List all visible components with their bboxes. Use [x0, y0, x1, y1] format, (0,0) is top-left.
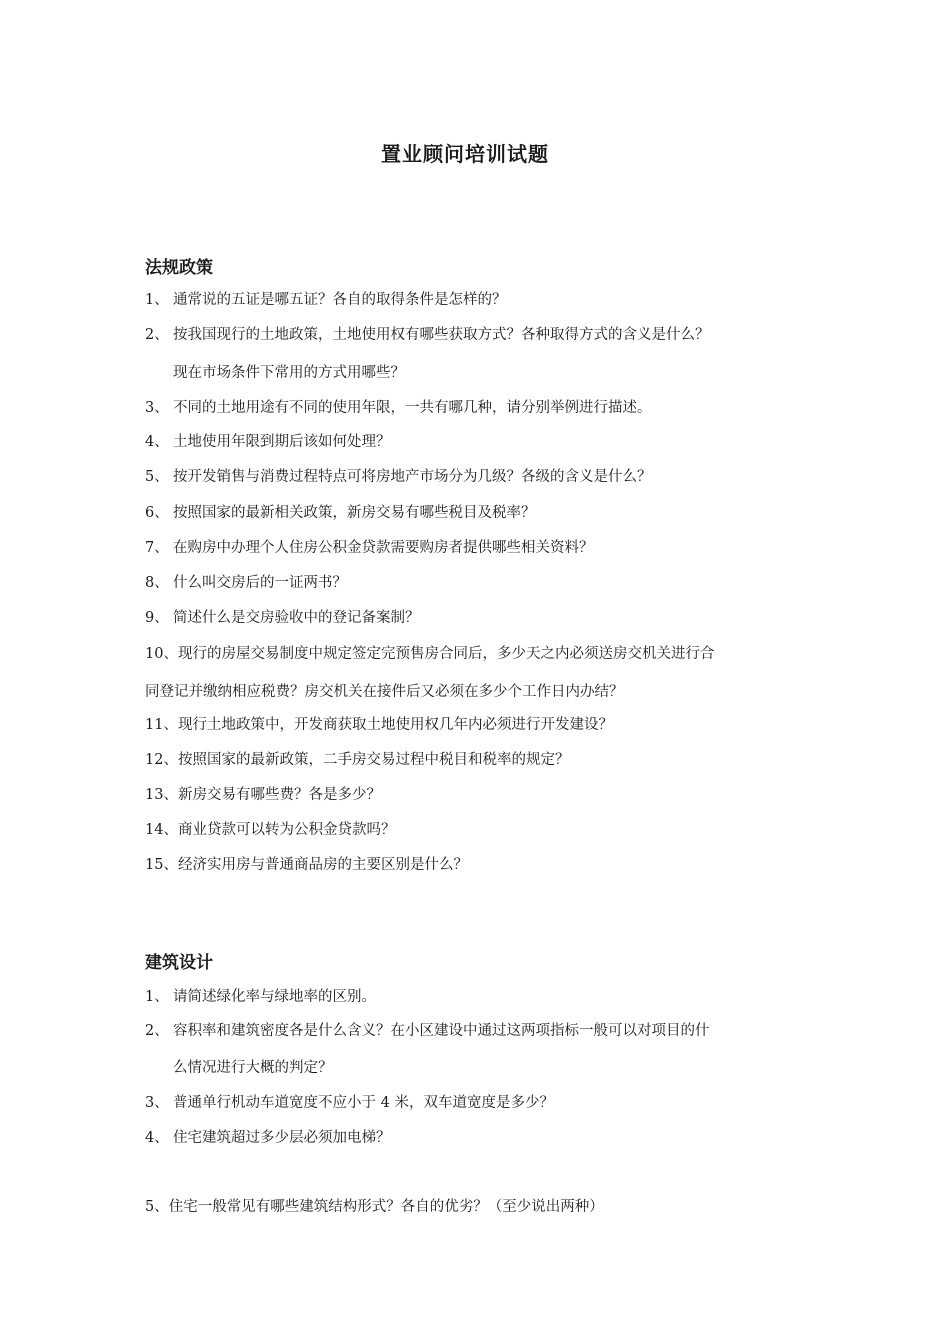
question-text: 普通单行机动车道宽度不应小于 4 米，双车道宽度是多少？ [173, 1095, 554, 1111]
question-number: 7、 [145, 540, 169, 556]
question-number: 5、 [145, 469, 169, 485]
question-text: 按照国家的最新政策，二手房交易过程中税目和税率的规定？ [177, 752, 570, 768]
question-number: 3、 [145, 1095, 169, 1111]
question-item [145, 1126, 391, 1147]
document-title: 置业顾问培训试题 [381, 142, 549, 166]
question-item [145, 713, 613, 734]
question-number: 9、 [145, 610, 169, 626]
question-text: 什么叫交房后的一证两书？ [173, 575, 347, 591]
question-text: 新房交易有哪些费？各是多少？ [177, 787, 381, 803]
question-item [145, 430, 391, 451]
question-item [145, 748, 569, 769]
question-item [145, 288, 507, 309]
question-continuation: 同登记并缴纳相应税费？房交机关在接件后又必须在多少个工作日内办结？ [145, 684, 624, 700]
question-number: 15、 [145, 857, 178, 873]
question-number: 14、 [145, 822, 178, 838]
question-item [145, 853, 468, 874]
question-text: 不同的土地用途有不同的使用年限，一共有哪几种，请分别举例进行描述。 [173, 400, 652, 416]
question-number: 13、 [145, 787, 178, 803]
question-continuation: 现在市场条件下常用的方式用哪些？ [173, 365, 405, 381]
question-item [145, 501, 536, 522]
question-number: 1、 [145, 989, 169, 1005]
question-item [145, 1195, 604, 1216]
question-item [145, 465, 652, 486]
question-text: 商业贷款可以转为公积金贷款吗？ [177, 822, 396, 838]
question-item [145, 571, 347, 592]
question-text: 住宅建筑超过多少层必须加电梯？ [173, 1130, 391, 1146]
question-continuation: 么情况进行大概的判定？ [173, 1060, 333, 1076]
section-heading-regulations: 法规政策 [145, 258, 213, 278]
question-item [145, 606, 420, 627]
question-number: 4、 [145, 434, 169, 450]
question-number: 6、 [145, 505, 169, 521]
question-item [145, 642, 714, 663]
question-text: 简述什么是交房验收中的登记备案制？ [173, 610, 420, 626]
question-number: 3、 [145, 400, 169, 416]
question-number: 2、 [145, 1023, 169, 1039]
question-item [145, 783, 381, 804]
question-number: 11、 [145, 717, 178, 733]
question-item [145, 818, 395, 839]
question-item [145, 323, 710, 344]
question-item [145, 396, 652, 417]
question-number: 5、 [145, 1199, 169, 1215]
question-number: 8、 [145, 575, 169, 591]
question-text: 按我国现行的土地政策，土地使用权有哪些获取方式？各种取得方式的含义是什么？ [173, 327, 710, 343]
question-text: 请简述绿化率与绿地率的区别。 [173, 989, 376, 1005]
question-item [145, 1019, 710, 1040]
question-text: 在购房中办理个人住房公积金贷款需要购房者提供哪些相关资料？ [173, 540, 594, 556]
question-number: 12、 [145, 752, 178, 768]
question-text: 经济实用房与普通商品房的主要区别是什么？ [177, 857, 468, 873]
question-text: 按开发销售与消费过程特点可将房地产市场分为几级？各级的含义是什么？ [173, 469, 652, 485]
question-text: 按照国家的最新相关政策，新房交易有哪些税目及税率？ [173, 505, 536, 521]
question-text: 现行土地政策中，开发商获取土地使用权几年内必须进行开发建设？ [177, 717, 613, 733]
question-number: 10、 [145, 646, 178, 662]
question-item [145, 1091, 554, 1112]
question-text: 通常说的五证是哪五证？各自的取得条件是怎样的？ [173, 292, 507, 308]
question-text: 住宅一般常见有哪些建筑结构形式？各自的优劣？（至少说出两种） [168, 1199, 604, 1215]
question-number: 1、 [145, 292, 169, 308]
question-text: 土地使用年限到期后该如何处理？ [173, 434, 391, 450]
section-heading-architecture: 建筑设计 [145, 953, 213, 973]
question-number: 4、 [145, 1130, 169, 1146]
question-text: 现行的房屋交易制度中规定签定完预售房合同后，多少天之内必须送房交机关进行合 [177, 646, 715, 662]
question-number: 2、 [145, 327, 169, 343]
question-item [145, 536, 594, 557]
question-text: 容积率和建筑密度各是什么含义？在小区建设中通过这两项指标一般可以对项目的什 [173, 1023, 710, 1039]
question-item [145, 985, 376, 1006]
